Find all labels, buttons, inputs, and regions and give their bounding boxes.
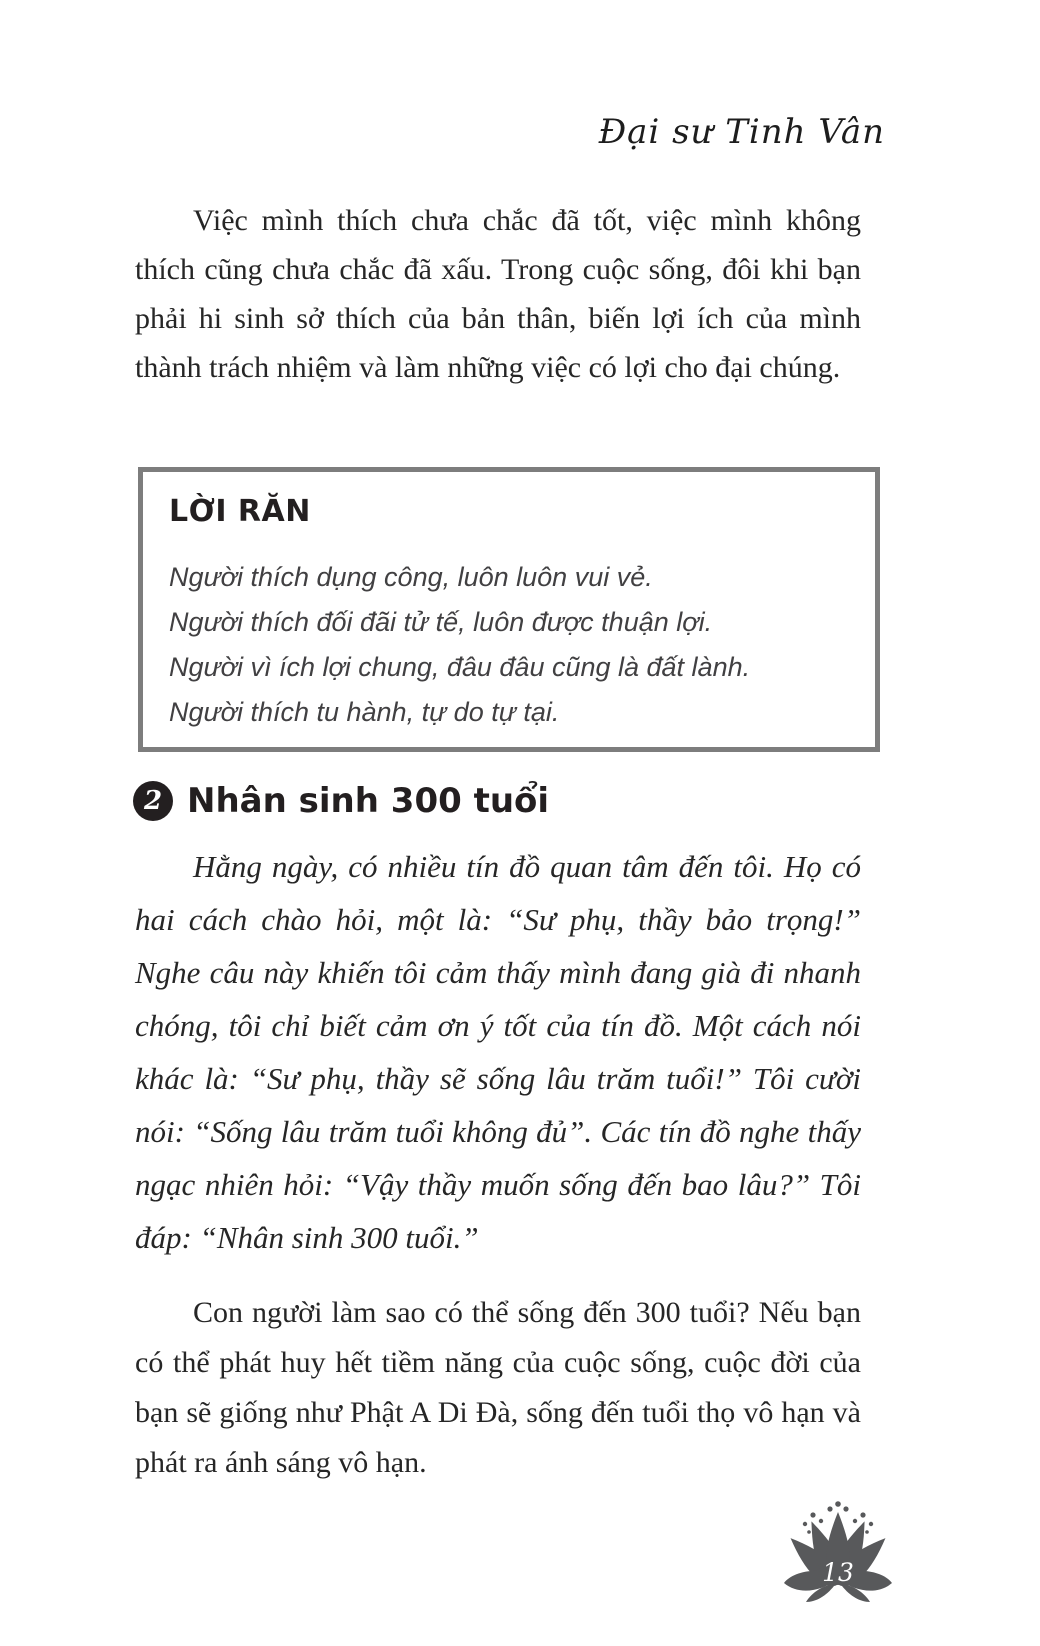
page-number: 13 — [822, 1558, 854, 1587]
precept-box — [138, 467, 880, 752]
paragraph-2: Hằng ngày, có nhiều tín đồ quan tâm đến tôi. Họ có hai cách chào hỏi, một là: “Sư phụ, thầy bảo trọng!” Nghe câu này khiến tôi cảm thấy mình đang già đi nhanh chóng, tôi chỉ biết cảm ơn ý tốt của tín đồ. Một cách nói khác là: “Sư phụ, thầy sẽ sống lâu trăm tuổi!” Tôi cười nói: “Sống lâu trăm tuổi không đủ”. Các tín đồ nghe thấy ngạc nhiên hỏi: “Vậy thầy muốn sống đến bao lâu?” Tôi đáp: “Nhân sinh 300 tuổi.” — [135, 849, 861, 1255]
precept-line: Người thích tu hành, tự do tự tại. — [169, 697, 560, 727]
precept-box-title: LỜI RĂN — [169, 494, 311, 529]
lotus-icon — [778, 1496, 898, 1608]
section-number: 2 — [143, 786, 163, 816]
precept-line: Người thích đối đãi tử tế, luôn được thuận lợi. — [169, 607, 713, 637]
section-title: Nhân sinh 300 tuổi — [187, 781, 550, 821]
section-heading — [133, 781, 549, 821]
precept-line: Người vì ích lợi chung, đâu đâu cũng là đất lành. — [169, 652, 751, 682]
running-header: Đại sư Tinh Vân — [598, 112, 885, 152]
precept-line: Người thích dụng công, luôn luôn vui vẻ. — [169, 562, 653, 592]
paragraph-3: Con người làm sao có thể sống đến 300 tuổi? Nếu bạn có thể phát huy hết tiềm năng của cuộc sống, cuộc đời của bạn sẽ giống như Phật A Di Đà, sống đến tuổi thọ vô hạn và phát ra ánh sáng vô hạn. — [135, 1296, 861, 1479]
section-number-badge — [133, 781, 173, 821]
paragraph-1: Việc mình thích chưa chắc đã tốt, việc mình không thích cũng chưa chắc đã xấu. Trong cuộc sống, đôi khi bạn phải hi sinh sở thích của bản thân, biến lợi ích của mình thành trách nhiệm và làm những việc có lợi cho đại chúng. — [135, 204, 861, 384]
page-footer — [778, 1496, 898, 1608]
